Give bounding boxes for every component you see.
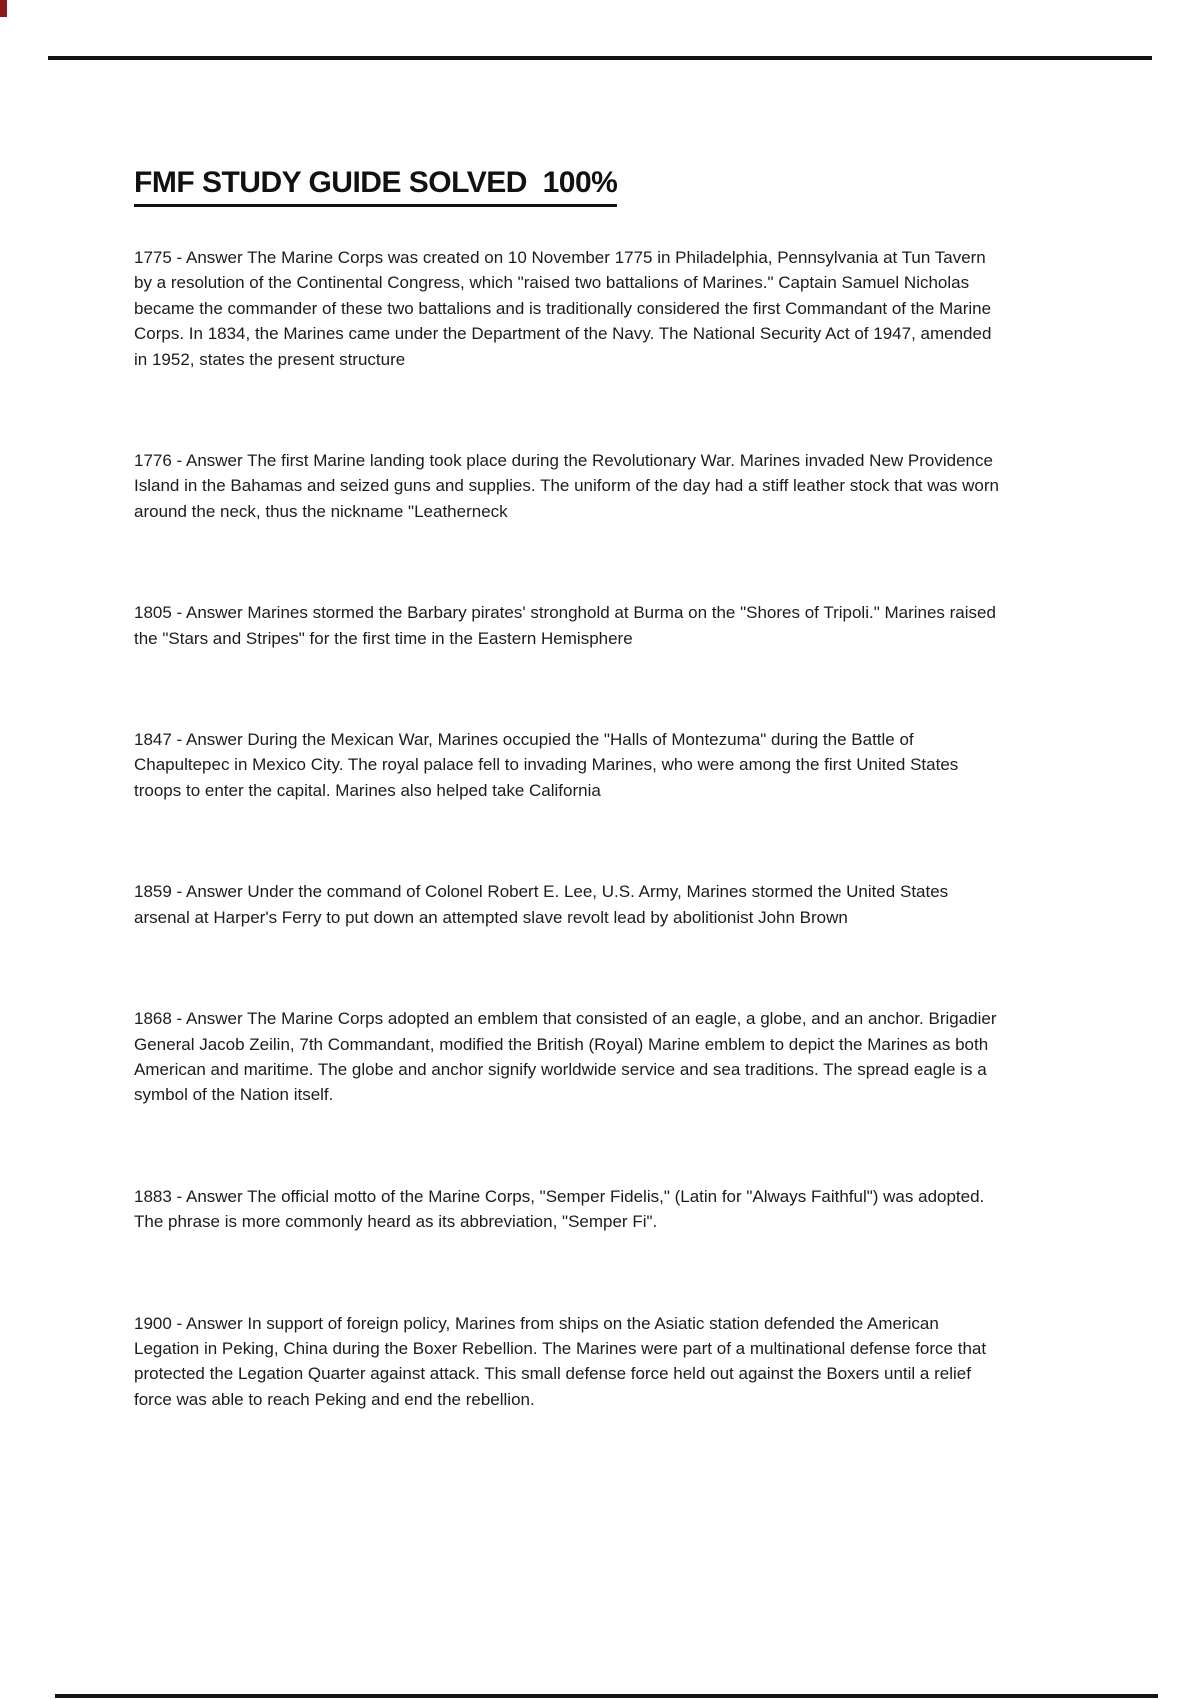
paragraph-1775: 1775 - Answer The Marine Corps was created on 10 November 1775 in Philadelphia, Pennsylvania at Tun Tavern by a resolution of the Continental Congress, which "raised two battalions of Marines." Captain Samuel Nicholas became the commander of these two battalions and is traditionally considered the first Commandant of the Marine Corps. In 1834, the Marines came under the Department of the Navy. The National Security Act of 1947, amended in 1952, states the present structure — [134, 248, 992, 369]
page-title: FMF STUDY GUIDE SOLVED 100% — [134, 167, 617, 207]
top-border-line — [48, 56, 1152, 60]
paragraph-1859: 1859 - Answer Under the command of Colonel Robert E. Lee, U.S. Army, Marines stormed the United States arsenal at Harper's Ferry to put down an attempted slave revolt lead by abolitionist John Brown — [134, 882, 949, 927]
paragraph-1776: 1776 - Answer The first Marine landing took place during the Revolutionary War. Marines invaded New Providence Island in the Bahamas and seized guns and supplies. The uniform of the day had a stiff leather stock that was worn around the neck, thus the nickname "Leatherneck — [134, 451, 999, 521]
page-edge-red-mark — [0, 0, 7, 17]
paragraph-1805: 1805 - Answer Marines stormed the Barbary pirates' stronghold at Burma on the "Shores of Tripoli." Marines raised the "Stars and Stripes" for the first time in the Eastern Hemisphere — [134, 603, 996, 648]
paragraph-1883: 1883 - Answer The official motto of the Marine Corps, "Semper Fidelis," (Latin for "Always Faithful") was adopted. The phrase is more commonly heard as its abbreviation, "Semper Fi". — [134, 1186, 985, 1232]
paragraph-1900: 1900 - Answer In support of foreign policy, Marines from ships on the Asiatic station defended the American Legation in Peking, China during the Boxer Rebellion. The Marines were part of a multinational defense force that protected the Legation Quarter against attack. This small defense force held out against the Boxers until a relief force was able to reach Peking and end the rebellion. — [134, 1313, 987, 1409]
bottom-border-line — [55, 1694, 1158, 1698]
paragraph-1868: 1868 - Answer The Marine Corps adopted an emblem that consisted of an eagle, a globe, and an anchor. Brigadier General Jacob Zeilin, 7th Commandant, modified the British (Royal) Marine emblem to depict the Marines as both American and maritime. The globe and anchor signify worldwide service and sea traditions. The spread eagle is a symbol of the Nation itself. — [134, 1009, 997, 1105]
paragraph-1847: 1847 - Answer During the Mexican War, Marines occupied the "Halls of Montezuma" during the Battle of Chapultepec in Mexico City. The royal palace fell to invading Marines, who were among the first United States troops to enter the capital. Marines also helped take California — [134, 730, 959, 800]
